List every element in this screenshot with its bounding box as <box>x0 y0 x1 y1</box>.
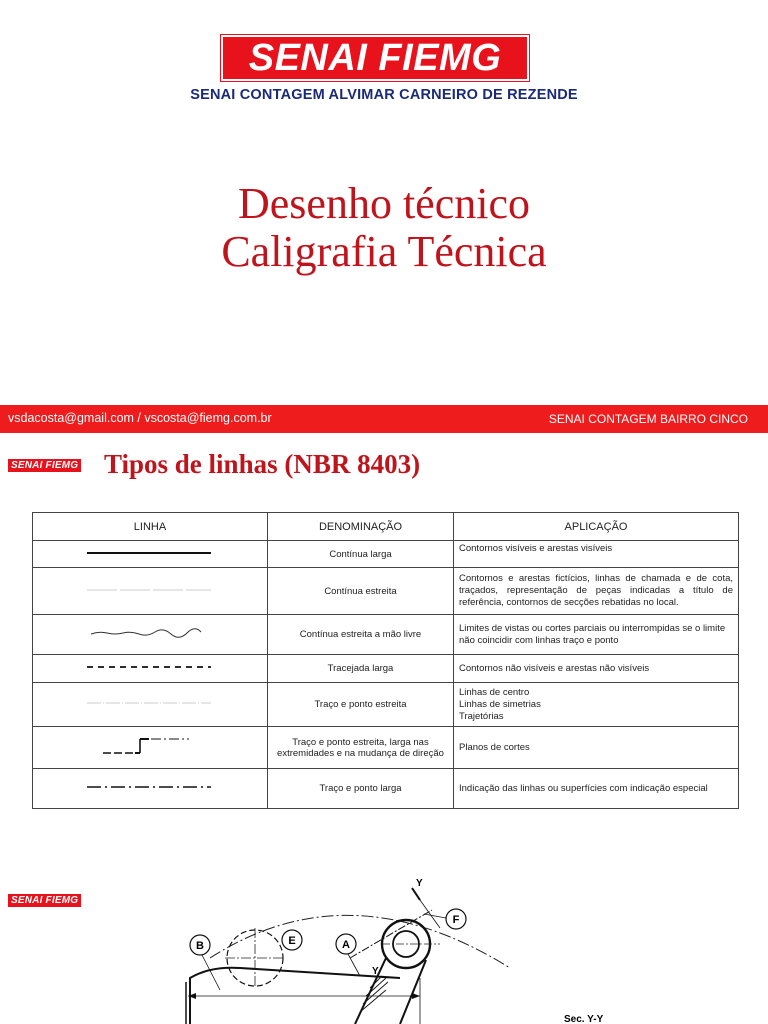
label-Y-top: Y <box>416 878 423 889</box>
aplicacao-cell: Contornos visíveis e arestas visíveis <box>454 541 739 568</box>
section-label: Sec. Y-Y <box>564 1014 604 1024</box>
label-F: F <box>452 914 460 926</box>
denominacao-cell: Contínua estreita <box>268 568 454 615</box>
denominacao-cell: Tracejada larga <box>268 655 454 683</box>
aplicacao-cell: Contornos e arestas fictícios, linhas de chamada e de cota, traçados, representação de peças indicadas a título de referência, contornos de secções rebatidas no local. <box>454 568 739 615</box>
table-row <box>33 683 739 727</box>
footer-bar <box>0 405 768 433</box>
line-sample-tracejada <box>33 655 268 683</box>
aplicacao-line: Linhas de centro <box>459 686 530 698</box>
technical-drawing <box>150 878 610 1024</box>
main-title <box>0 180 768 276</box>
aplicacao-cell: Planos de cortes <box>454 727 739 769</box>
aplicacao-cell: Limites de vistas ou cortes parciais ou interrompidas se o limite não coincidir com linhas traço e ponto <box>454 615 739 655</box>
line-sample-traco-ponto-larga <box>33 769 268 809</box>
logo-text: SENAI FIEMG <box>248 37 502 79</box>
table-row <box>33 541 739 568</box>
label-B: B <box>196 940 204 952</box>
denominacao-cell: Contínua larga <box>268 541 454 568</box>
table-row <box>33 769 739 809</box>
header-denominacao: DENOMINAÇÃO <box>268 513 454 541</box>
table-header-row <box>33 513 739 541</box>
line-types-table <box>32 512 739 809</box>
header-aplicacao: APLICAÇÃO <box>454 513 739 541</box>
small-logo: SENAI FIEMG <box>8 459 81 472</box>
table-row <box>33 655 739 683</box>
title-line-1: Desenho técnico <box>238 179 530 228</box>
denominacao-cell: Traço e ponto estreita <box>268 683 454 727</box>
title-slide <box>0 0 768 434</box>
table-row <box>33 727 739 769</box>
slide-title: Tipos de linhas (NBR 8403) <box>104 449 421 479</box>
aplicacao-cell: Indicação das linhas ou superfícies com indicação especial <box>454 769 739 809</box>
drawing-slide <box>0 838 768 1024</box>
aplicacao-line: Trajetórias <box>459 710 504 722</box>
denominacao-cell: Traço e ponto estreita, larga nas extremidades e na mudança de direção <box>268 727 454 769</box>
denominacao-cell: Traço e ponto larga <box>268 769 454 809</box>
institution-subtitle: SENAI CONTAGEM ALVIMAR CARNEIRO DE REZENDE <box>190 87 578 103</box>
line-sample-continua-estreita <box>33 568 268 615</box>
label-A: A <box>342 939 350 951</box>
label-E: E <box>288 935 296 947</box>
denominacao-cell: Contínua estreita a mão livre <box>268 615 454 655</box>
line-types-slide <box>0 434 768 838</box>
aplicacao-cell: Contornos não visíveis e arestas não visíveis <box>454 655 739 683</box>
footer-school: SENAI CONTAGEM BAIRRO CINCO <box>548 412 748 426</box>
line-sample-plano-corte <box>33 727 268 769</box>
aplicacao-line: Linhas de simetrias <box>459 698 541 710</box>
footer-email: vsdacosta@gmail.com / vscosta@fiemg.com.br <box>8 411 272 425</box>
table-row <box>33 615 739 655</box>
header-linha: LINHA <box>33 513 268 541</box>
line-sample-traco-ponto-estreita <box>33 683 268 727</box>
aplicacao-cell <box>454 683 739 727</box>
title-line-2: Caligrafia Técnica <box>221 227 547 276</box>
small-logo: SENAI FIEMG <box>8 894 81 907</box>
line-sample-continua-larga <box>33 541 268 568</box>
table-row <box>33 568 739 615</box>
label-Y-bottom: Y <box>372 966 379 977</box>
line-sample-mao-livre <box>33 615 268 655</box>
senai-fiemg-logo <box>221 35 529 81</box>
